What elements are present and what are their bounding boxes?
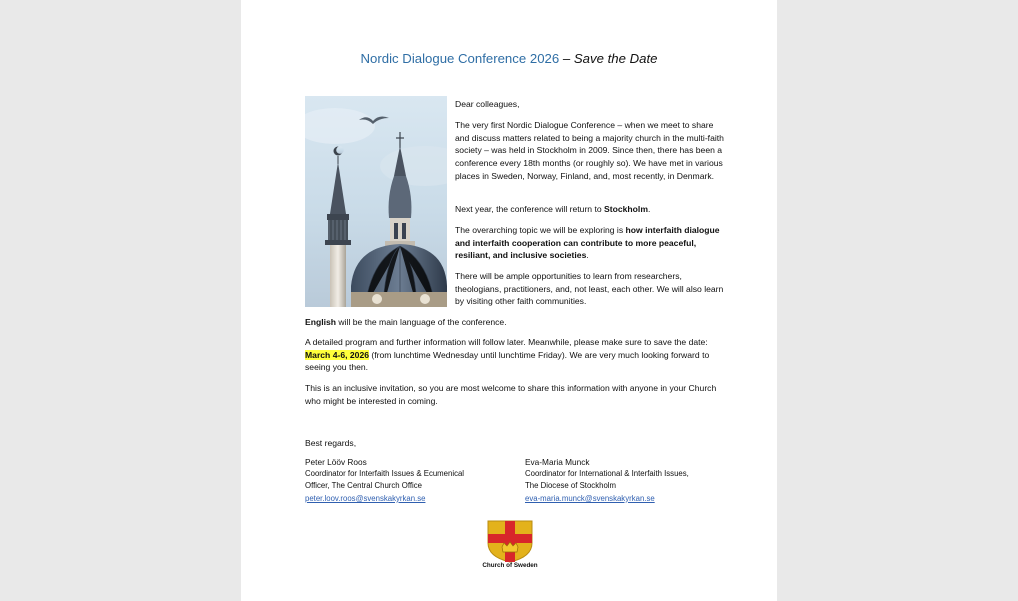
paragraph-history: The very first Nordic Dialogue Conference – when we meet to share and discuss matters related to being a majority church in the multi-faith society – was held in Stockholm in 2009. Since then, there has been a conference every 18th months (or roughly so). We have met in various places in Sweden, Norway, Finland, and, most recently, in Denmark. (455, 120, 724, 181)
logo-caption: Church of Sweden (482, 562, 538, 569)
email-link-peter[interactable]: peter.loov.roos@svenskakyrkan.se (305, 493, 426, 503)
document-page (241, 0, 777, 601)
greeting: Dear colleagues, (455, 99, 520, 109)
paragraph-language: English will be the main language of the conference. (305, 317, 507, 327)
topic-bold: how interfaith dialogue and interfaith cooperation can contribute to more peaceful, resiliant, and inclusive societies (455, 225, 720, 261)
signature-name: Eva-Maria Munck (525, 457, 590, 467)
signature-name: Peter Lööv Roos (305, 457, 367, 467)
conference-photo (305, 96, 447, 307)
signature-role: The Diocese of Stockholm (525, 481, 617, 491)
signature-role: Officer, The Central Church Office (305, 481, 423, 491)
paragraph-opportunities: There will be ample opportunities to learn from researchers, theologians, practitioners, and, not least, each other. We will also learn by visiting other faith communities. (455, 271, 724, 307)
location-bold: Stockholm (604, 204, 648, 214)
email-link-eva-maria[interactable]: eva-maria.munck@svenskakyrkan.se (525, 493, 655, 503)
closing: Best regards, (305, 438, 357, 448)
signature-eva-maria (525, 456, 740, 505)
language-bold: English (305, 317, 337, 327)
paragraph-location: Next year, the conference will return to Stockholm. (455, 204, 651, 214)
paragraph-save-date: A detailed program and further information will follow later. Meanwhile, please make sure to save the date: March 4-6, 2026 (from lunchtime Wednesday until lunchtime Friday). We are very much looking forward to seeing you then. (305, 337, 710, 373)
paragraph-invitation: This is an inclusive invitation, so you are most welcome to share this information with anyone in your Church who might be interested in coming. (305, 383, 717, 406)
title-main: Nordic Dialogue Conference 2026 (360, 51, 560, 66)
paragraph-topic: The overarching topic we will be exploring is how interfaith dialogue and interfaith cooperation can contribute to more peaceful, resiliant, and inclusive societies. (455, 225, 720, 261)
signature-peter (305, 456, 520, 505)
signature-role: Coordinator for Interfaith Issues & Ecumenical (305, 469, 465, 479)
title-save-the-date: – Save the Date (562, 51, 658, 66)
signature-role: Coordinator for International & Interfaith Issues, (525, 469, 689, 479)
page-title (241, 51, 777, 66)
date-highlight: March 4-6, 2026 (305, 349, 370, 360)
